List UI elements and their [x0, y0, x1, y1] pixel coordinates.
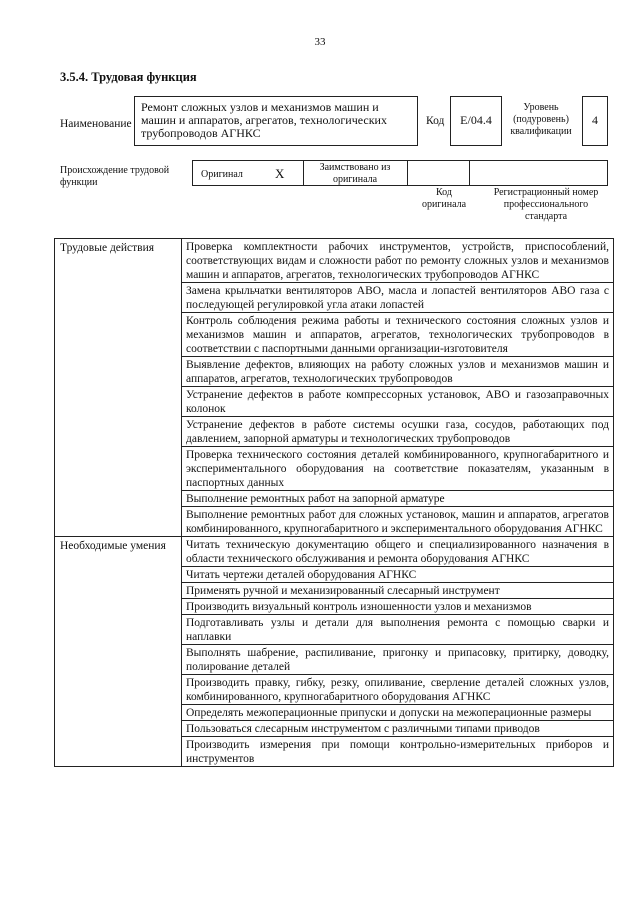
list-item: Выполнять шабрение, распиливание, пригонку и припасовку, притирку, доводку, полирование деталей — [182, 645, 614, 675]
section-title: 3.5.4. Трудовая функция — [60, 70, 197, 84]
list-item: Пользоваться слесарным инструментом с различными типами приводов — [182, 721, 614, 737]
list-item: Выполнение ремонтных работ на запорной арматуре — [182, 491, 614, 507]
list-item: Контроль соблюдения режима работы и технического состояния сложных узлов и механизмов машин и аппаратов, агрегатов, технологических трубопроводов в соответствии с паспортными данными организации-изготовителя — [182, 313, 614, 357]
origin-label: Происхождение трудовой функции — [60, 165, 170, 188]
labor-actions-label: Трудовые действия — [55, 239, 182, 537]
code-original-label: Код оригинала — [421, 187, 467, 210]
list-item: Подготавливать узлы и детали для выполнения ремонта с помощью сварки и наплавки — [182, 615, 614, 645]
list-item: Проверка технического состояния деталей комбинированного, крупногабаритного и экспериментального оборудования на соответствие показателям, указанным в паспортных данных — [182, 447, 614, 491]
origin-divider-2 — [407, 161, 408, 185]
list-item: Применять ручной и механизированный слесарный инструмент — [182, 583, 614, 599]
list-item: Производить визуальный контроль изношенности узлов и механизмов — [182, 599, 614, 615]
reg-number-label: Регистрационный номер профессионального стандарта — [493, 187, 599, 222]
table-row — [55, 239, 614, 283]
borrowed-label: Заимствовано из оригинала — [319, 162, 391, 185]
list-item: Производить правку, гибку, резку, опиливание, сверление деталей сложных узлов, комбинированного, крупногабаритного оборудования АГНКС — [182, 675, 614, 705]
list-item: Устранение дефектов в работе компрессорных установок, АВО и газозаправочных колонок — [182, 387, 614, 417]
origin-row — [192, 160, 608, 186]
list-item: Устранение дефектов в работе системы осушки газа, сосудов, работающих под давлением, запорной арматуры и технологических трубопроводов — [182, 417, 614, 447]
list-item: Читать техническую документацию общего и специализированного назначения в области технического обслуживания и ремонта оборудования АГНКС — [182, 537, 614, 567]
function-name — [134, 96, 418, 146]
list-item: Выполнение ремонтных работ для сложных установок, машин и аппаратов, агрегатов комбинированного, крупногабаритного и экспериментального оборудования АГНКС — [182, 507, 614, 537]
code-label: Код — [426, 115, 445, 127]
table-row — [55, 537, 614, 567]
level-value: 4 — [582, 96, 608, 146]
list-item: Производить измерения при помощи контрольно-измерительных приборов и инструментов — [182, 737, 614, 767]
list-item: Определять межоперационные припуски и допуски на межоперационные размеры — [182, 705, 614, 721]
main-table — [54, 238, 614, 767]
origin-divider-1 — [303, 161, 304, 185]
skills-label: Необходимые умения — [55, 537, 182, 767]
list-item: Замена крыльчатки вентиляторов АВО, масла и лопастей вентиляторов АВО газа с последующей регулировкой угла атаки лопастей — [182, 283, 614, 313]
original-label: Оригинал — [201, 169, 243, 180]
original-mark: X — [275, 166, 285, 181]
function-name-text: Ремонт сложных узлов и механизмов машин и машин и аппаратов, агрегатов, технологических трубопроводов АГНКС — [141, 100, 387, 140]
code-value: E/04.4 — [450, 96, 502, 146]
level-label: Уровень (подуровень) квалификации — [510, 102, 572, 137]
name-label: Наименование — [60, 118, 132, 130]
list-item: Читать чертежи деталей оборудования АГНКС — [182, 567, 614, 583]
page-number: 33 — [314, 36, 326, 48]
origin-divider-3 — [469, 161, 470, 185]
list-item: Проверка комплектности рабочих инструментов, устройств, приспособлений, соответствующих видам и сложности работ по ремонту сложных узлов и механизмов машин и аппаратов, агрегатов, технологических трубопроводов АГНКС — [182, 239, 614, 283]
list-item: Выявление дефектов, влияющих на работу сложных узлов и механизмов машин и аппаратов, агрегатов, технологических трубопроводов — [182, 357, 614, 387]
